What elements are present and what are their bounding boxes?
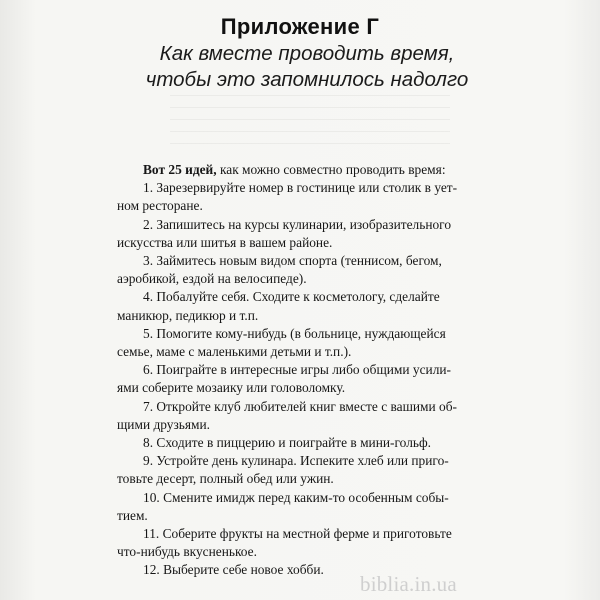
- list-item-line-1: 4. Побалуйте себя. Сходите к косметологу, сделайте: [143, 289, 440, 305]
- list-item-line-1: 8. Сходите в пиццерию и поиграйте в мини-гольф.: [143, 435, 432, 451]
- appendix-title: Приложение Г: [220, 14, 380, 39]
- list-item-line-1: 7. Откройте клуб любителей книг вместе с вашими об-: [143, 398, 458, 414]
- ideas-list: [117, 161, 464, 580]
- list-item-line-2: тием.: [117, 507, 148, 523]
- intro-rest: как можно совместно проводить время:: [216, 162, 446, 177]
- list-item-line-2: семье, маме с маленькими детьми и т.п.).: [117, 344, 352, 360]
- list-item: [117, 179, 464, 215]
- list-item-line-2: товьте десерт, полный обед или ужин.: [117, 471, 334, 487]
- list-item-line-2: маникюр, педикюр и т.п.: [117, 307, 259, 323]
- list-item: [117, 288, 464, 324]
- list-item-line-2: ном ресторане.: [117, 198, 203, 214]
- list-item: [117, 361, 464, 397]
- list-item: [117, 398, 464, 434]
- bleed-through-shadow: [170, 95, 450, 150]
- appendix-subtitle-line-2: чтобы это запомнилось надолго: [145, 68, 469, 91]
- list-item-line-2: искусства или шитья в вашем районе.: [117, 234, 333, 250]
- list-item: [117, 452, 464, 488]
- list-item: [117, 252, 464, 288]
- list-item-line-1: 12. Выберите себе новое хобби.: [143, 562, 324, 578]
- list-item: [117, 325, 464, 361]
- chapter-heading: [0, 13, 600, 93]
- watermark-text: biblia.in.ua: [360, 572, 457, 596]
- list-item-line-1: 6. Поиграйте в интересные игры либо общими усили-: [143, 362, 452, 378]
- list-item-line-2: что-нибудь вкусненькое.: [117, 544, 257, 560]
- list-item-line-1: 11. Соберите фрукты на местной ферме и приготовьте: [143, 526, 452, 542]
- list-item-line-1: 2. Запишитесь на курсы кулинарии, изобразительного: [143, 216, 452, 232]
- intro-line: [117, 161, 464, 179]
- list-item-line-1: 10. Смените имидж перед каким-то особенным собы-: [143, 489, 449, 505]
- list-item: [117, 434, 464, 452]
- list-item-line-2: ями соберите мозаику или головоломку.: [117, 380, 346, 396]
- appendix-subtitle-line-1: Как вместе проводить время,: [159, 42, 455, 65]
- intro-bold: Вот 25 идей,: [143, 162, 217, 177]
- list-item-line-2: аэробикой, ездой на велосипеде).: [117, 271, 307, 287]
- list-item-line-1: 3. Займитесь новым видом спорта (теннисом, бегом,: [143, 253, 442, 269]
- list-item-line-2: щими друзьями.: [117, 416, 211, 432]
- list-item: [117, 489, 464, 525]
- list-item: [117, 216, 464, 252]
- list-item-line-1: 1. Зарезервируйте номер в гостинице или столик в ует-: [143, 180, 458, 196]
- list-item-line-1: 5. Помогите кому-нибудь (в больнице, нуждающейся: [143, 325, 446, 341]
- list-item-line-1: 9. Устройте день кулинара. Испеките хлеб или приго-: [143, 453, 449, 469]
- list-item: [117, 525, 464, 561]
